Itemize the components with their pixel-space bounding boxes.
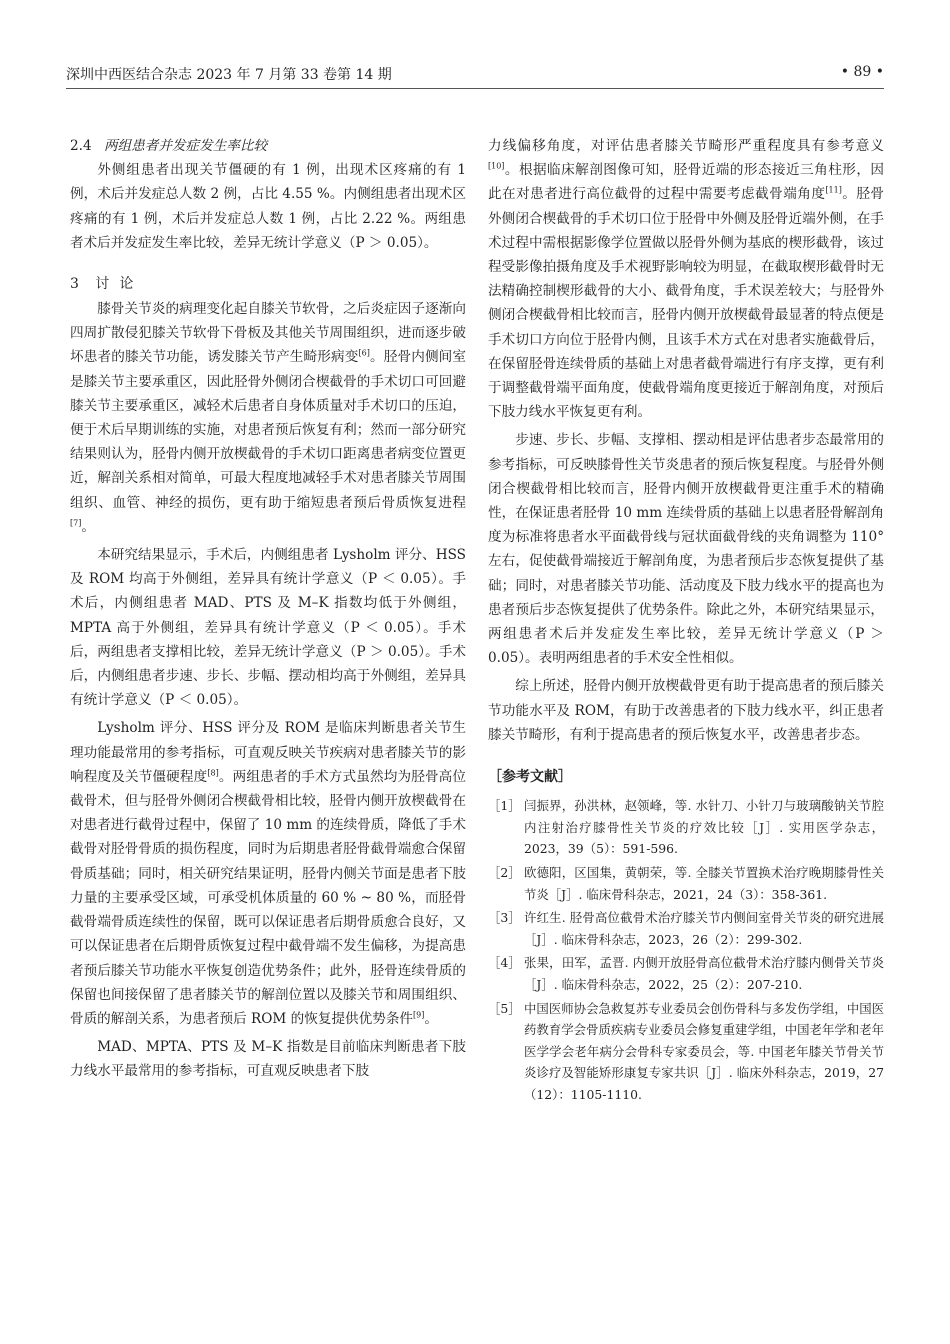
reference-text: 中国医师协会急救复苏专业委员会创伤骨科与多发伤学组，中国医药教育学会骨质疾病专业委员会修复重建学组，中国老年学和老年医学学会老年病分会骨科专家委员会，等. 中国老年膝关节骨关节炎诊疗及智能矫形康复专家共识［J］. 临床外科杂志，2019，27（12）：1105-1110. [524, 1000, 884, 1102]
reference-index: ［1］ [488, 798, 521, 814]
reference-text: 张果，田军，孟晋. 内侧开放胫骨高位截骨术治疗膝内侧骨关节炎［J］. 临床骨科杂志，2022，25（2）：207-210. [524, 955, 884, 993]
paragraph-mad-start: MAD、MPTA、PTS 及 M–K 指数是目前临床判断患者下肢力线水平最常用的参考指标，可直观反映患者下肢 [70, 1039, 466, 1080]
text-run: 。 [424, 1010, 438, 1027]
paragraph-results-summary: 本研究结果显示，手术后，内侧组患者 Lysholm 评分、HSS 及 ROM 均高于外侧组，差异具有统计学意义（P ＜ 0.05）。手术后，内侧组患者 MAD、PTS 及 M–K 指数均低于外侧组，MPTA 高于外侧组，差异具有统计学意义（P ＜ 0.05）。手术后，两组患者支撑相比较，差异无统计学意义（P ＞ 0.05）。手术后，内侧组患者步速、步长、步幅、摆动相均高于外侧组，差异具有统计学意义（P ＜ 0.05）。 [70, 547, 466, 709]
text-run: 。胫骨内侧间室是膝关节主要承重区，因此胫骨外侧闭合楔截骨的手术切口可回避膝关节主要承重区，减轻术后患者自身体质量对手术切口的压迫，便于术后早期训练的实施，对患者预后恢复有利；然而一部分研究结果则认为，胫骨内侧开放楔截骨的手术切口距离患者病变位置更近，解剖关系相对简单，可最大程度地减轻手术对患者膝关节周围组织、血管、神经的损伤，更有助于缩短患者预后骨质恢复进程 [70, 349, 467, 511]
header-rule [66, 88, 884, 89]
citation: [8] [207, 768, 219, 778]
references-list [488, 795, 884, 1105]
citation: [10] [488, 161, 505, 171]
reference-index: ［2］ [488, 865, 521, 881]
reference-item [488, 952, 884, 995]
journal-title: 深圳中西医结合杂志 2023 年 7 月第 33 卷第 14 期 [66, 67, 392, 83]
references-heading: ［参考文献］ [488, 769, 572, 786]
text-run: 。两组患者的手术方式虽然均为胫骨高位截骨术，但与胫骨外侧闭合楔截骨相比较，胫骨内侧开放楔截骨在对患者进行截骨过程中，保留了 10 mm 的连续骨质，降低了手术截骨对胫骨骨质的损伤程度，同时为后期患者胫骨截骨端愈合保留骨质基础；同时，相关研究结果证明，胫骨内侧关节面是患者下肢力量的主要承受区域，可承受机体质量的 60 % ~ 80 %，而胫骨截骨端骨质连续性的保留，既可以保证患者后期骨质愈合良好，又可以保证患者在后期骨质恢复过程中截骨端不发生偏移，为提高患者预后膝关节功能水平恢复创造优势条件；此外，胫骨连续骨质的保留也间接保留了患者膝关节的解剖位置以及膝关节和周围组织、骨质的解剖关系，为患者预后 ROM 的恢复提供优势条件 [70, 768, 467, 1027]
text-run: 。 [81, 518, 95, 535]
reference-text: 欧德阳，区国集，黄朝荣，等. 全膝关节置换术治疗晚期膝骨性关节炎［J］. 临床骨科杂志，2021，24（3）：358-361. [524, 865, 884, 902]
section-title: 讨论 [95, 276, 144, 293]
page-header [66, 64, 884, 88]
reference-item [488, 998, 884, 1106]
reference-item [488, 907, 884, 950]
text-run: 力线偏移角度，对评估患者膝关节畸形严重程度具有参考意义 [488, 138, 884, 154]
text-run: 膝骨关节炎的病理变化起自膝关节软骨，之后炎症因子逐渐向四周扩散侵犯膝关节软骨下骨板及其他关节周围组织，进而逐步破坏患者的膝关节功能，诱发膝关节产生畸形病变 [70, 301, 466, 366]
paragraph-mad-continued [488, 134, 884, 424]
section-title: 两组患者并发症发生率比较 [103, 138, 268, 154]
reference-index: ［3］ [488, 910, 521, 926]
citation: [6] [358, 348, 370, 358]
page-number: • 89 • [840, 64, 884, 80]
citation: [11] [825, 185, 842, 195]
reference-item [488, 862, 884, 905]
section-number: 3 [70, 276, 79, 293]
left-column [70, 134, 466, 1088]
text-run: 。胫骨外侧闭合楔截骨的手术切口位于胫骨中外侧及胫骨近端外侧，在手术过程中需根据影像学位置做以胫骨外侧为基底的楔形截骨，该过程受影像拍摄角度及手术视野影响较为明显，在截取楔形截骨时无法精确控制楔形截骨的大小、截骨角度，手术误差较大；与胫骨外侧闭合楔截骨相比较而言，胫骨内侧开放楔截骨最显著的特点便是手术切口方向位于胫骨内侧，且该手术方式在对患者实施截骨后，在保留胫骨连续骨质的基础上对患者截骨端进行有序支撑，更有利于调整截骨端平面角度，使截骨端角度更接近于解剖角度，对预后下肢力线水平恢复更有利。 [488, 186, 885, 421]
paragraph-complications: 外侧组患者出现关节僵硬的有 1 例，出现术区疼痛的有 1 例，术后并发症总人数 2 例，占比 4.55 %。内侧组患者出现术区疼痛的有 1 例，术后并发症总人数 1 例，占比 2.22 %。两组患者术后并发症发生率比较，差异无统计学意义（P ＞ 0.05）。 [70, 162, 466, 251]
paragraph-gait: 步速、步长、步幅、支撑相、摆动相是评估患者步态最常用的参考指标，可反映膝骨性关节炎患者的预后恢复程度。与胫骨外侧闭合楔截骨相比较而言，胫骨内侧开放楔截骨更注重手术的精确性，在保证患者胫骨 10 mm 连续骨质的基础上以患者胫骨解剖角度为标准将患者水平面截骨线与冠状面截骨线的夹角调整为 110° 左右，促使截骨端接近于解剖角度，为患者预后步态恢复提供了基础；同时，对患者膝关节功能、活动度及下肢力线水平的提高也为患者预后步态恢复提供了优势条件。除此之外，本研究结果显示，两组患者术后并发症发生率比较，差异无统计学意义（P ＞ 0.05）。表明两组患者的手术安全性相似。 [488, 432, 884, 667]
text-run: 。根据临床解剖图像可知，胫骨近端的形态接近三角柱形，因此在对患者进行高位截骨的过程中需要考虑截骨端角度 [488, 162, 884, 203]
citation: [9] [413, 1010, 425, 1020]
paragraph-conclusion: 综上所述，胫骨内侧开放楔截骨更有助于提高患者的预后膝关节功能水平及 ROM，有助于改善患者的下肢力线水平，纠正患者膝关节畸形，有利于提高患者的预后恢复水平，改善患者步态。 [488, 678, 884, 743]
reference-index: ［5］ [488, 1000, 521, 1016]
right-column [488, 134, 884, 1108]
paragraph-discussion-1 [70, 297, 466, 539]
section-number: 2.4 [70, 138, 92, 154]
section-heading-2-4 [70, 134, 466, 158]
text-run: Lysholm 评分、HSS 评分及 ROM 是临床判断患者关节生理功能最常用的参考指标，可直观反映关节疾病对患者膝关节的影响程度及关节僵硬程度 [70, 720, 466, 785]
paragraph-lysholm [70, 716, 466, 1031]
citation: [7] [70, 518, 82, 528]
reference-item [488, 795, 884, 860]
reference-text: 许红生. 胫骨高位截骨术治疗膝关节内侧间室骨关节炎的研究进展［J］. 临床骨科杂志，2023，26（2）：299-302. [524, 910, 884, 947]
reference-index: ［4］ [488, 955, 521, 971]
section-heading-3 [70, 271, 466, 297]
reference-text: 闫振界，孙洪林，赵领峰，等. 水针刀、小针刀与玻璃酸钠关节腔内注射治疗膝骨性关节炎的疗效比较［J］. 实用医学杂志，2023，39（5）：591-596. [524, 798, 884, 857]
